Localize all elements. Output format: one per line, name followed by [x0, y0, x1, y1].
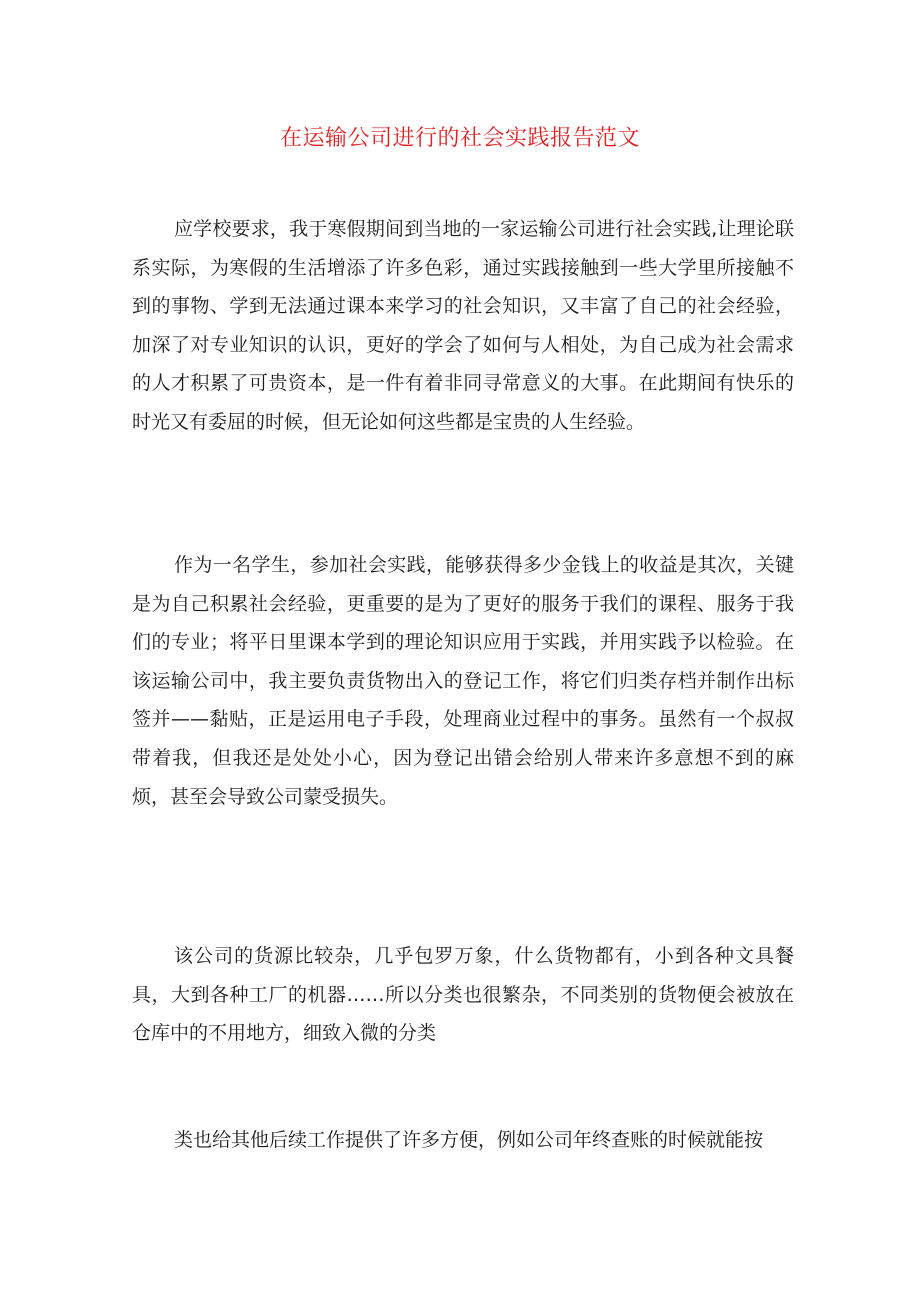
- paragraph-3: [132, 937, 794, 1053]
- paragraph-2: [132, 546, 794, 816]
- paragraph-1: [132, 210, 794, 442]
- paragraph-4: [132, 1121, 794, 1160]
- paragraph-text: 应学校要求，我于寒假期间到当地的一家运输公司进行社会实践,让理论联系实际，为寒假的生活增添了许多色彩，通过实践接触到一些大学里所接触不到的事物、学到无法通过课本来学习的社会知识，又丰富了自己的社会经验，加深了对专业知识的认识，更好的学会了如何与人相处，为自己成为社会需求的人才积累了可贵资本，是一件有着非同寻常意义的大事。在此期间有快乐的时光又有委屈的时候，但无论如何这些都是宝贵的人生经验。: [132, 218, 794, 433]
- paragraph-text: 该公司的货源比较杂，几乎包罗万象，什么货物都有，小到各种文具餐具，大到各种工厂的机器……所以分类也很繁杂，不同类别的货物便会被放在仓库中的不用地方，细致入微的分类: [132, 945, 794, 1045]
- document-title: 在运输公司进行的社会实践报告范文: [279, 126, 640, 151]
- paragraph-text: 类也给其他后续工作提供了许多方便，例如公司年终查账的时候就能按: [174, 1129, 764, 1151]
- paragraph-text: 作为一名学生，参加社会实践，能够获得多少金钱上的收益是其次，关键是为自己积累社会经验，更重要的是为了更好的服务于我们的课程、服务于我们的专业；将平日里课本学到的理论知识应用于实践，并用实践予以检验。在该运输公司中，我主要负责货物出入的登记工作，将它们归类存档并制作出标签并——黏贴，正是运用电子手段，处理商业过程中的事务。虽然有一个叔叔带着我，但我还是处处小心，因为登记出错会给别人带来许多意想不到的麻烦，甚至会导致公司蒙受损失。: [132, 554, 794, 808]
